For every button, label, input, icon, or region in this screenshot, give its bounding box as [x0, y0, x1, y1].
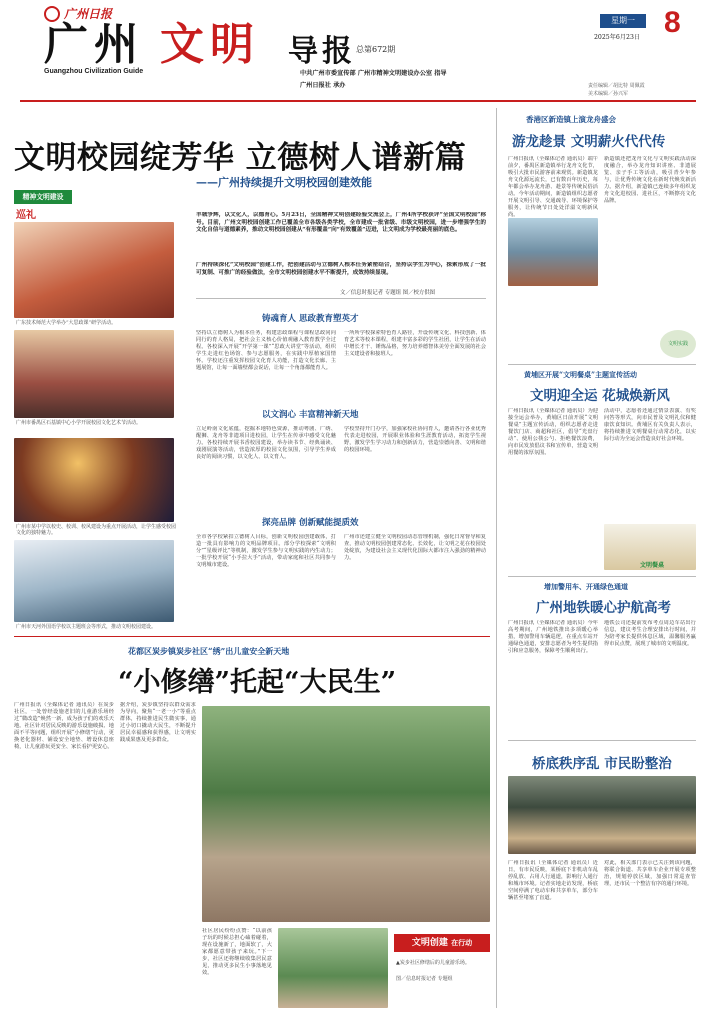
section-1-text: 坚持以立德树人为根本任务，构建思政课程与课程思政同向同行的育人格局，把社会主义核心价值观融入教育教学全过程。各校深入开展“开学第一课”“思政大讲堂”等活动，组织学生走进红色场馆、参与志愿服务，在实践中厚植家国情怀。学校还注重发挥校园文化育人功能，打造文化长廊、主题展馆，让每一面墙壁都会说话，让每一个角落都能育人。: [196, 330, 336, 371]
right4-body-2: 对此，相关部门表示已关注到该问题，将联合街道、共享单车企业开展专项整治，规划停放区域，加强日常巡查管理，还市民一个整洁有序的通行环境。: [604, 860, 696, 887]
weekday-badge: 星期一: [600, 14, 646, 28]
right4-photo: [508, 776, 696, 854]
section-3-title: 探亮品牌 创新赋能提质效: [262, 518, 359, 528]
caption-1: 广东技术师范大学举办“大思政课”研学活动。: [16, 320, 117, 326]
bottom-body-3: 社区居民纷纷点赞：“以前孩子玩的时候总担心磕着碰着，现在设施新了，地面软了，大家都愿意带孩子来玩。”下一步，社区还将继续收集居民意见，推动更多民生小事落地见效。: [202, 928, 272, 976]
section-2-text-2: 学校坚持开门办学，加强家校社协同育人，邀请各行各业优秀代表走进校园，开展职业体验和生涯教育活动，拓宽学生视野，激发学生学习动力和创新活力，营造崇德向善、文明和谐的校园环境。: [344, 426, 486, 453]
section-2-title: 以文润心 丰富精神新天地: [262, 410, 359, 420]
photo-campus-3: [14, 438, 174, 522]
right3-divider: [508, 740, 696, 741]
sponsor-line-2: 广州日报社 承办: [300, 82, 346, 89]
right2-kicker: 黄埔区开展“文明餐桌”主题宣传活动: [524, 370, 638, 379]
right1-badge-label: 文明实践: [667, 341, 688, 347]
right2-badge: 文明餐桌: [640, 562, 665, 569]
bottom-headline: “小修缮”托起“大民生”: [118, 667, 397, 698]
photo-campus-4: [14, 540, 174, 622]
editors-line-2: 美术编辑／孙兴军: [588, 91, 629, 97]
right3-kicker: 增加警用车、开通绿色通道: [544, 582, 628, 591]
sponsor-line-1: 中共广州市委宣传部 广州市精神文明建设办公室 指导: [300, 70, 447, 77]
issue-date: 2025年6月23日: [594, 34, 641, 41]
right1-body-2: 新造镇还把龙舟文化与文明实践活动深度融合，举办龙舟知识讲座、非遗展览、亲子手工等活动，吸引青少年参与，让优秀传统文化在新时代焕发新活力。据介绍，新造镇已连续多年组织龙舟文化进校园、进社区，不断擦亮文化品牌。: [604, 156, 696, 204]
caption-2: 广州市番禺区石基镇中心小学开展校园文化艺术节活动。: [16, 420, 142, 426]
right1-divider: [508, 364, 696, 365]
caption-3: 广州市某中学以校史、校训、校风建设为重点开展活动，让学生感受校园文化的独特魅力。: [16, 524, 177, 537]
right2-body-2: 活动中，志愿者还通过情景表演、有奖问答等形式，向市民普及文明礼仪和健康饮食知识。黄埔区有关负责人表示，将持续推进文明餐桌行动常态化，以实际行动为全运会营造良好社会环境。: [604, 408, 696, 442]
masthead-en: Guangzhou Civilization Guide: [44, 68, 144, 75]
column-tag-2: 巡礼: [16, 210, 36, 221]
lead-intro-divider: [196, 298, 486, 299]
masthead-rule: [20, 100, 696, 102]
bottom-body: 广州日报讯（全媒体记者 通讯员）在炭步社区，一处曾经设施老旧的儿童游乐场经过“微改造”焕然一新，成为孩子们的欢乐天地。社区针对居民反映的游乐设施破损、地面不平等问题，组织开展“小修缮”行动，更换老化器材、铺设安全地垫、增设休息座椅，让儿童游玩更安全、家长看护更安心。: [14, 702, 114, 750]
right4-body: 广州日报讯（全媒体记者 通讯员）近日，有市民反映，某桥底下非机动车乱停乱放、占用人行通道，影响行人通行和城市环境。记者实地走访发现，桥底空间停满了电动车和共享单车，部分车辆甚至堵塞了盲道。: [508, 860, 598, 901]
bottom-tag: [394, 934, 490, 952]
right3-headline: 广州地铁暖心护航高考: [536, 600, 671, 616]
right3-body-2: 地铁公司还提前发布考点周边车站出行信息，建议考生合理安排出行时间，并为陪考家长提供休息区域，温馨服务赢得市民点赞，展现了城市的文明温度。: [604, 620, 696, 647]
bottom-photo-main: [202, 706, 490, 922]
masthead-title-b: 文明: [160, 19, 260, 70]
right3-body: 广州日报讯（全媒体记者 通讯员）今年高考期间，广州地铁推出多项暖心举措，增加警用车辆巡逻，在重点车站开通绿色通道，安排志愿者为考生提供指引和应急服务，保障考生顺利出行。: [508, 620, 598, 654]
bottom-kicker: 花都区炭步镇炭步社区“绣”出儿童安全新天地: [128, 646, 290, 656]
bottom-byline: 图／信息时报记者 专题组: [396, 976, 453, 982]
bottom-body-2: 据介绍，炭步镇坚持以群众需求为导向，聚焦“一老一小”等重点群体，持续推进民生微实事，通过小切口撬动大民生，不断提升居民幸福感和获得感，让文明实践成果惠及更多群众。: [120, 702, 196, 743]
column-tag-label: 精神文明建设: [22, 193, 64, 201]
caption-4: 广州市天河外国语学校以主题班会等形式，推动文明校园建设。: [16, 624, 157, 630]
section-2-text: 立足岭南文化底蕴，挖掘本地特色资源，推动粤剧、广绣、醒狮、龙舟等非遗项目进校园，让学生在传承中感受文化魅力。各校持续开展书香校园建设，举办读书节、经典诵读、戏剧展演等活动，营造浓厚的校园文化氛围，引导学生养成良好的阅读习惯，以文化人、以文育人。: [196, 426, 336, 460]
masthead-title-c: 导报: [288, 34, 356, 69]
masthead-title-a: 广州: [44, 19, 144, 70]
section-3-text: 全市各学校紧扣立德树人目标，创新文明校园创建载体，打造一批具有影响力的文明品牌项目。部分学校探索“文明积分”“星级评比”等机制，激发学生参与文明实践的内生动力；一批学校开展“小手拉大手”活动，带动家庭和社区共同参与文明城市建设。: [196, 534, 336, 568]
right1-headline: 游龙趁景 文明薪火代代传: [512, 134, 666, 150]
right2-headline: 文明迎全运 花城焕新风: [530, 388, 670, 404]
bottom-rule: [14, 636, 490, 637]
photo-campus-1: [14, 222, 174, 318]
lead-intro: 羊城争辉，以文化人，以德育心。5月23日，全国精神文明创建经验交流会上，广州4所学校获评“全国文明校园”称号。目前，广州文明校园创建工作已覆盖全市各级各类学校，全市建成一批省级、市级文明校园，进一步增强学生的文化自信与道德素养，推动文明校园创建从“有形覆盖”向“有效覆盖”迈进，让文明成为学校最亮丽的底色。: [196, 212, 486, 233]
page-number: 8: [664, 6, 681, 39]
right1-kicker: 香港区新造镇上演龙舟盛会: [526, 115, 616, 124]
lead-intro-2: 广州持续深化“文明校园”创建工作，把创建活动与立德树人根本任务紧密结合，坚持以学生为中心，探索形成了一批可复制、可推广的经验做法，全市文明校园创建水平不断提升，成效持续显现。: [196, 262, 486, 276]
bottom-caption: ▲炭步社区修缮后的儿童游乐场。: [396, 960, 470, 966]
section-1-text-2: 一所所学校探索特色育人路径，开设传统文化、科技创新、体育艺术等校本课程，组建丰富多彩的学生社团，让学生在活动中增长才干、锤炼品格，努力培养德智体美劳全面发展的社会主义建设者和接班人。: [344, 330, 486, 357]
lead-headline: 文明校园绽芳华 立德树人谱新篇: [14, 140, 467, 176]
right1-badge: [660, 330, 696, 358]
section-1-title: 铸魂育人 思政教育塑英才: [262, 314, 359, 324]
lead-byline: 文／信息时报记者 专题组 图／校方供图: [340, 290, 436, 296]
newspaper-logo: 广州日报: [64, 7, 113, 21]
section-3-text-2: 广州市还建立健全文明校园动态管理机制，强化日常督导和复查，推动文明校园创建常态化、长效化，让文明之花在校园处处绽放，为建设社会主义现代化国际大都市注入强劲的精神动力。: [344, 534, 486, 561]
right1-body: 广州日报讯（全媒体记者 通讯员）端午前夕，番禺区新造镇举行龙舟文化节，吸引大批市民游客前来观赏。新造镇龙舟文化源远流长，已有数百年历史，每年都会举办龙舟游、趁景等传统民俗活动。今年活动期间，新造镇组织志愿者开展文明引导、交通疏导、环境保护等服务，让传统节日处处洋溢文明新风尚。: [508, 156, 598, 218]
editors-line-1: 责任编辑／胡比特 周佩霞: [588, 83, 645, 89]
photo-campus-2: [14, 330, 174, 418]
issue-number: 总第672期: [356, 45, 396, 54]
bottom-photo-secondary: [278, 928, 388, 1008]
column-divider-vertical: [496, 108, 497, 1008]
bottom-tag-label-2: 在行动: [451, 938, 473, 947]
column-tag: [14, 190, 72, 204]
bottom-tag-label: 文明创建: [411, 938, 448, 948]
right4-headline: 桥底秩序乱 市民盼整治: [532, 756, 672, 772]
lead-subhead: ——广州持续提升文明校园创建效能: [196, 176, 372, 189]
right1-photo: [508, 218, 598, 286]
right2-divider: [508, 576, 696, 577]
right2-body: 广州日报讯（全媒体记者 通讯员）为迎接全运会举办，黄埔区日前开展“文明餐桌”主题宣传活动，组织志愿者走进餐饮门店、商超和社区，倡导“光盘行动”、使用公筷公勺、拒绝餐饮浪费，向市民发放倡议书和宣传单，营造文明用餐的浓厚氛围。: [508, 408, 598, 456]
